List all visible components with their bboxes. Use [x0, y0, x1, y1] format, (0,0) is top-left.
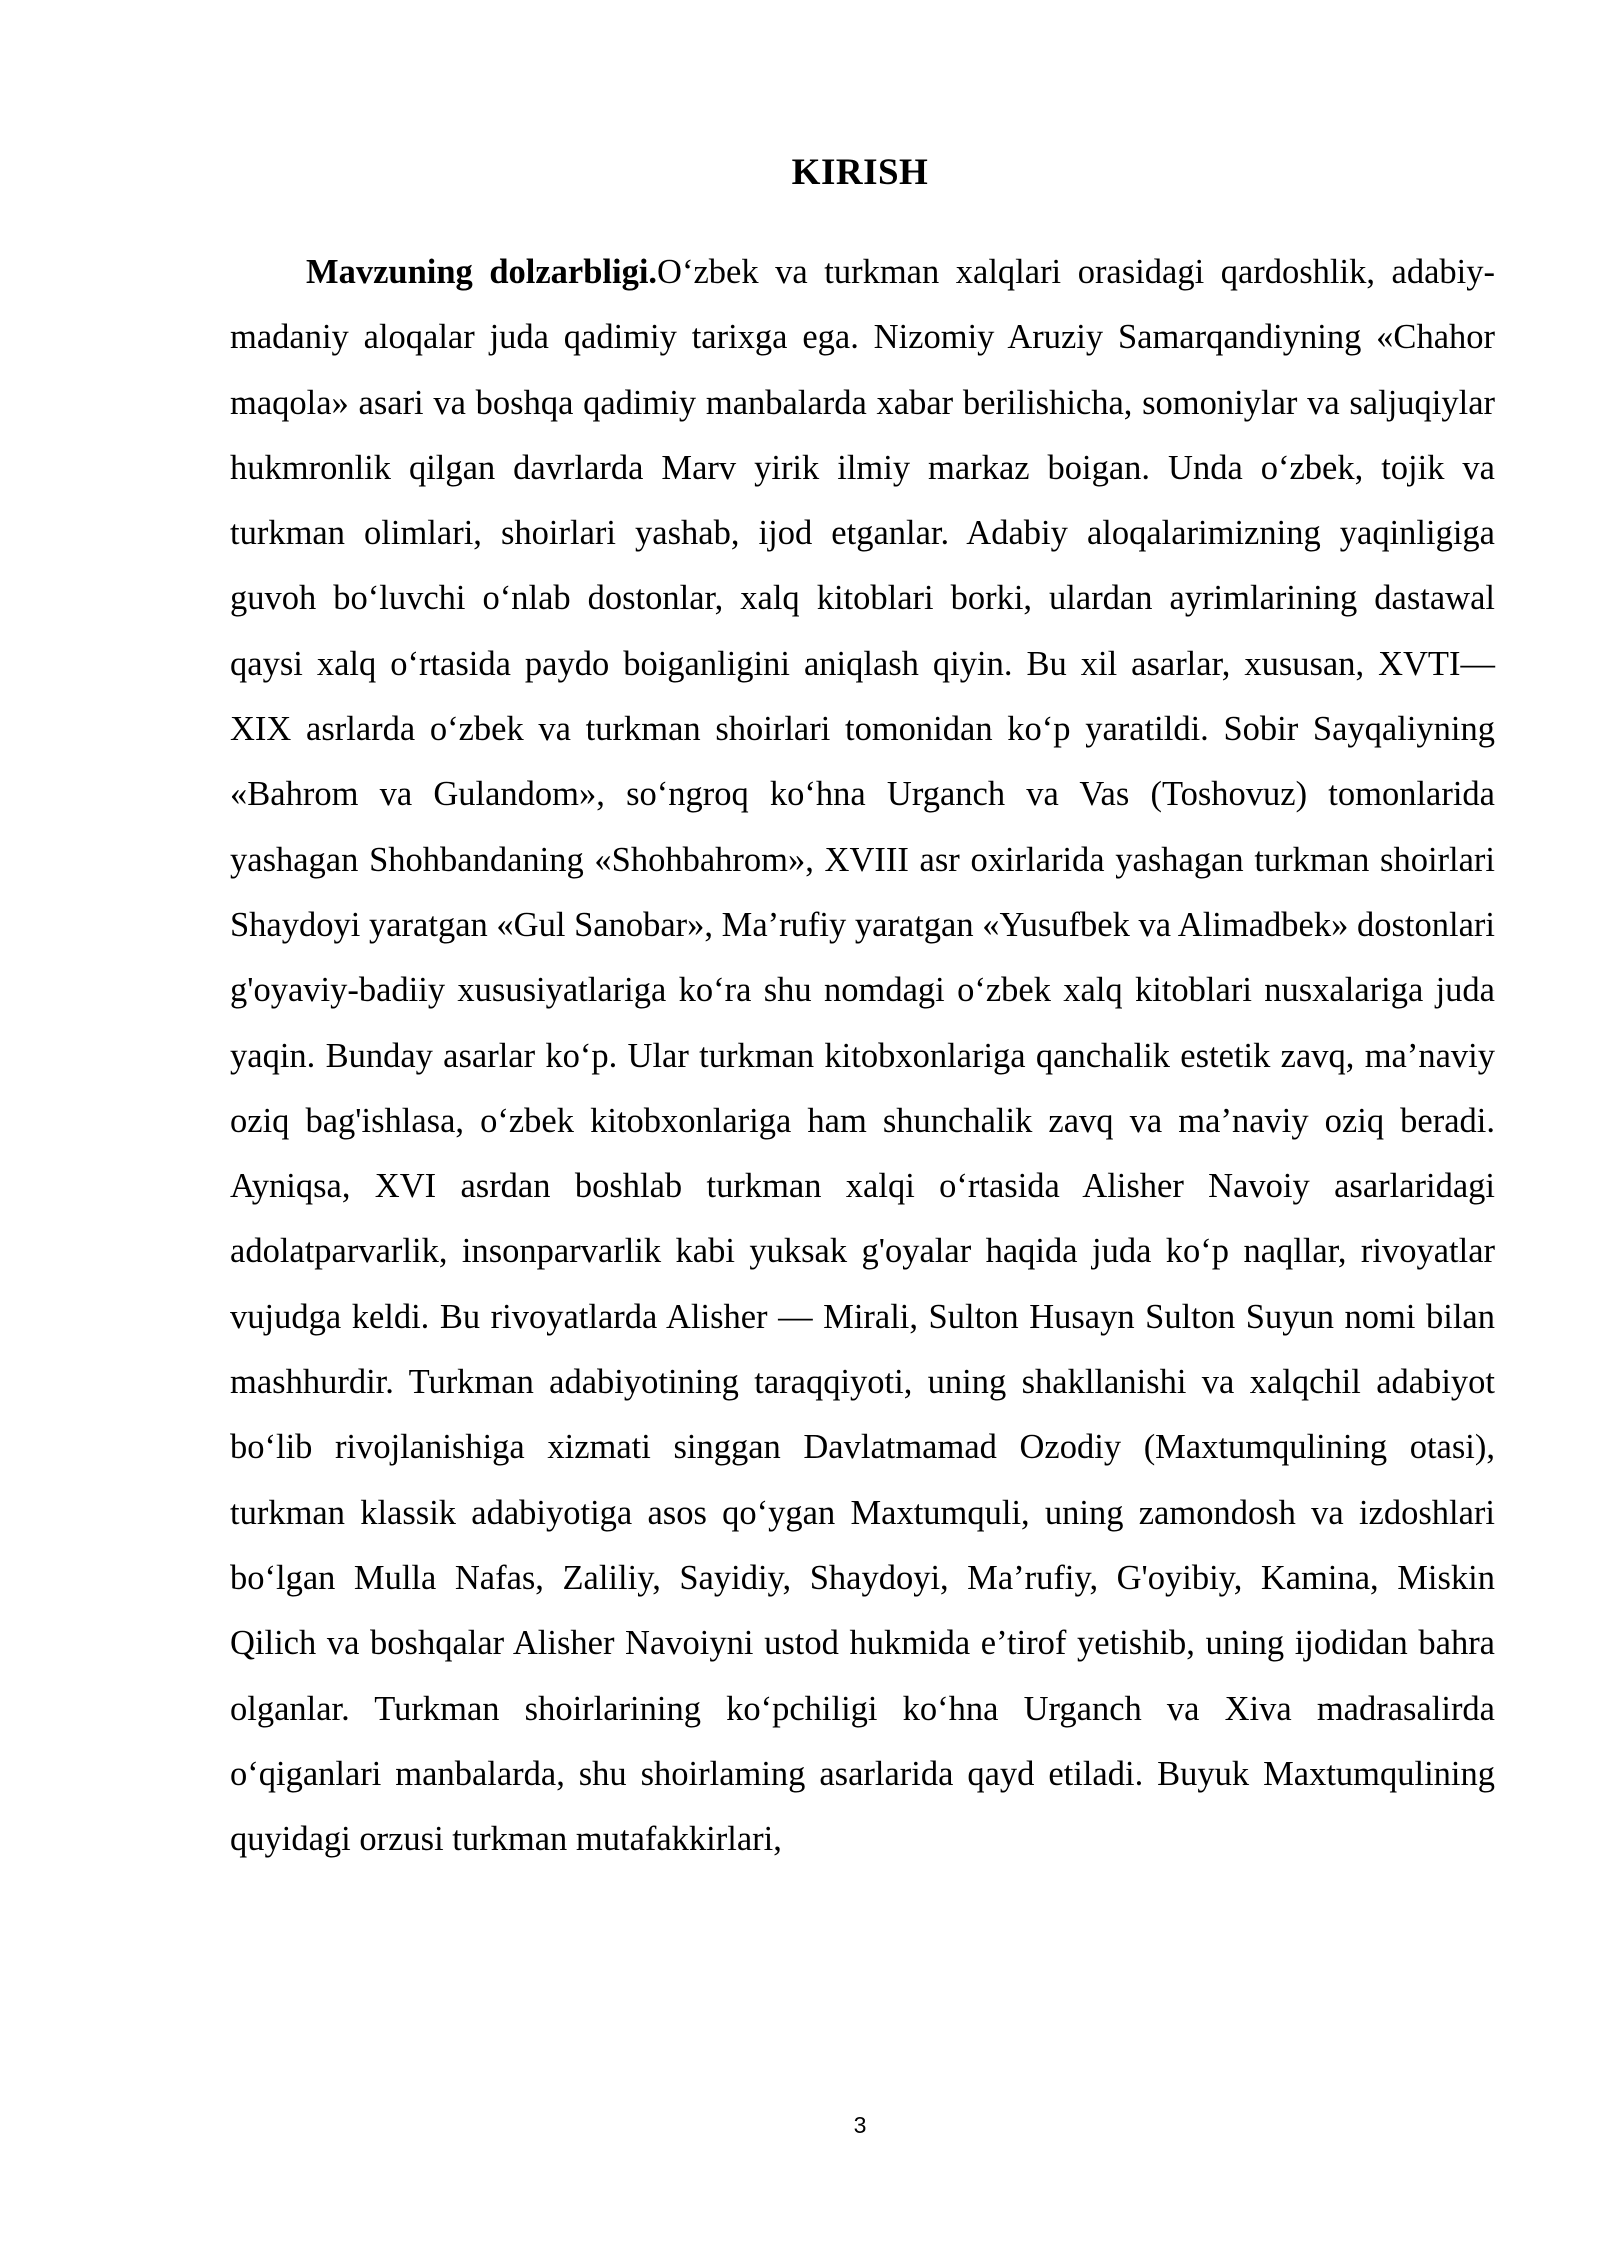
page-title: KIRISH [791, 152, 929, 193]
paragraph [230, 240, 1495, 1872]
page-number: 3 [853, 2112, 867, 2138]
body-text [230, 240, 1495, 1872]
paragraph-lead: Mavzuning dolzarbligi. [306, 253, 658, 291]
paragraph-text: O‘zbek va turkman xalqlari orasidagi qardoshlik, adabiy-madaniy aloqalar juda qadimiy tarixga ega. Nizomiy Aruziy Samarqandiyning «Chahor maqola» asari va boshqa qadimiy manbalarda xabar berilishicha, somoniylar va saljuqiylar hukmronlik qilgan davrlarda Marv yirik ilmiy markaz boigan. Unda o‘zbek, tojik va turkman olimlari, shoirlari yashab, ijod etganlar. Adabiy aloqalarimizning yaqinligiga guvoh bo‘luvchi o‘nlab dostonlar, xalq kitoblari borki, ulardan ayrimlarining dastawal qaysi xalq o‘rtasida paydo boiganligini aniqlash qiyin. Bu xil asarlar, xususan, XVTI—XIX asrlarda o‘zbek va turkman shoirlari tomonidan ko‘p yaratildi. Sobir Sayqaliyning «Bahrom va Gulandom», so‘ngroq ko‘hna Urganch va Vas (Toshovuz) tomonlarida yashagan Shohbandaning «Shohbahrom», XVIII asr oxirlarida yashagan turkman shoirlari Shaydoyi yaratgan «Gul Sanobar», Ma’rufiy yaratgan «Yusufbek va Alimadbek» dostonlari g'oyaviy-badiiy xususiyatlariga ko‘ra shu nomdagi o‘zbek xalq kitoblari nusxalariga juda yaqin. Bunday asarlar ko‘p. Ular turkman kitobxonlariga qanchalik estetik zavq, ma’naviy oziq bag'ishlasa, o‘zbek kitobxonlariga ham shunchalik zavq va ma’naviy oziq beradi. Ayniqsa, XVI asrdan boshlab turkman xalqi o‘rtasida Alisher Navoiy asarlaridagi adolatparvarlik, insonparvarlik kabi yuksak g'oyalar haqida juda ko‘p naqllar, rivoyatlar vujudga keldi. Bu rivoyatlarda Alisher — Mirali, Sulton Husayn Sulton Suyun nomi bilan mashhurdir. Turkman adabiyotining taraqqiyoti, uning shakllanishi va xalqchil adabiyot bo‘lib rivojlanishiga xizmati singgan Davlatmamad Ozodiy (Maxtumqulining otasi), turkman klassik adabiyotiga asos qo‘ygan Maxtumquli, uning zamondosh va izdoshlari bo‘lgan Mulla Nafas, Zaliliy, Sayidiy, Shaydoyi, Ma’rufiy, G'oyibiy, Kamina, Miskin Qilich va boshqalar Alisher Navoiyni ustod hukmida e’tirof yetishib, uning ijodidan bahra olganlar. Turkman shoirlarining ko‘pchiligi ko‘hna Urganch va Xiva madrasalirda o‘qiganlari manbalarda, shu shoirlaming asarlarida qayd etiladi. Buyuk Maxtumqulining quyidagi orzusi turkman mutafakkirlari, [230, 253, 1495, 1859]
